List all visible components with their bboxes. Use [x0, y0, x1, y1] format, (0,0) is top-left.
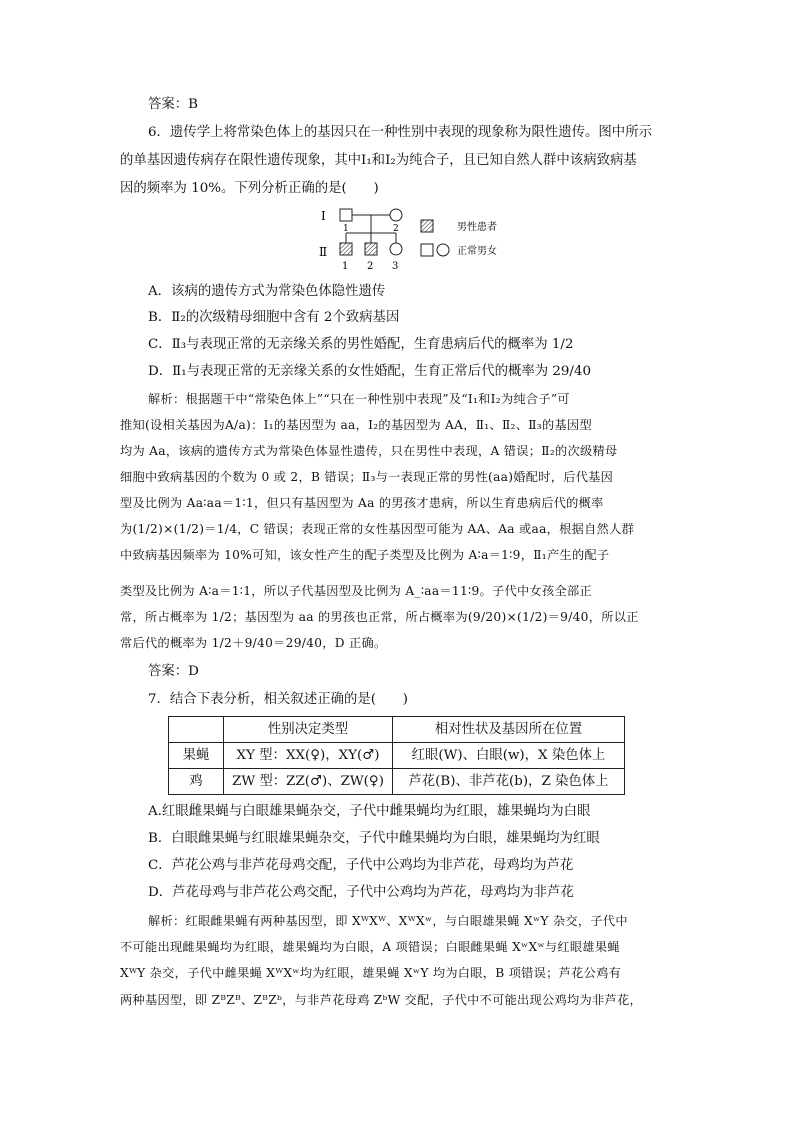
table-cell: 果蝇: [169, 743, 224, 769]
gen2-affected-male-2: [365, 243, 377, 255]
q6-explanation-line-10: 常后代的概率为 1/2＋9/40＝29/40，D 正确。: [120, 636, 387, 650]
q6-explanation-line-2: 推知(设相关基因为A/a)：Ⅰ₁的基因型为 aa，Ⅰ₂的基因型为 AA，Ⅱ₁、Ⅱ₂、Ⅱ₃的基因型: [120, 418, 592, 432]
q6-option-d: D．Ⅱ₁与表现正常的无亲缘关系的女性婚配，生育正常后代的概率为 29/40: [148, 364, 591, 379]
q7-explanation-line-1: 解析：红眼雌果蝇有两种基因型，即 XᵂXᵂ、XᵂXʷ，与白眼雄果蝇 XʷY 杂交，子代中: [148, 914, 628, 928]
table-cell: XY 型：XX(♀)，XY(♂): [224, 743, 393, 769]
q6-explanation-line-7: 中致病基因频率为 10%可知，该女性产生的配子类型及比例为 A∶a＝1∶9，Ⅱ₁产生的配子: [120, 548, 610, 562]
gen2-affected-male-1: [340, 243, 352, 255]
q7-stem: 7．结合下表分析，相关叙述正确的是( ): [148, 692, 408, 707]
q6-stem-line-2: 的单基因遗传病存在限性遗传现象，其中Ⅰ₁和Ⅰ₂为纯合子，且已知自然人群中该病致病基: [120, 153, 637, 168]
q6-option-c: C．Ⅱ₃与表现正常的无亲缘关系的男性婚配，生育患病后代的概率为 1/2: [148, 337, 574, 352]
q6-explanation-line-6: 为(1/2)×(1/2)＝1/4，C 错误；表现正常的女性基因型可能为 AA、Aa 或aa，根据自然人群: [120, 522, 635, 536]
q7-option-c: C．芦花公鸡与非芦花母鸡交配，子代中公鸡均为非芦花，母鸡均为芦花: [148, 858, 574, 873]
gen2-female-3: [390, 243, 402, 255]
q6-explanation-line-9: 常，所占概率为 1/2；基因型为 aa 的男孩也正常，所占概率为(9/20)×(1/2)＝9/40，所以正: [120, 610, 639, 624]
table-row: [169, 769, 625, 795]
table-cell: 红眼(W)、白眼(w)，X 染色体上: [393, 743, 625, 769]
q6-explanation-line-1: 解析：根据题干中“常染色体上”“只在一种性别中表现”及“Ⅰ₁和Ⅰ₂为纯合子”可: [148, 392, 570, 406]
q6-stem-line-3: 因的频率为 10%。下列分析正确的是( ): [120, 181, 379, 196]
legend-normal-male-symbol: [421, 244, 433, 256]
gen-1-label: Ⅰ: [321, 209, 326, 223]
table-row: [169, 743, 625, 769]
legend-normal-female-symbol: [437, 244, 449, 256]
q7-table: [168, 716, 625, 795]
q6-option-a: A．该病的遗传方式为常染色体隐性遗传: [148, 284, 386, 299]
q6-explanation-line-4: 细胞中致病基因的个数为 0 或 2，B 错误；Ⅱ₃与一表现正常的男性(aa)婚配时，后代基因: [120, 470, 614, 484]
table-cell: 鸡: [169, 769, 224, 795]
gen1-male-1: [340, 209, 352, 221]
q7-option-a: A.红眼雌果蝇与白眼雄果蝇杂交，子代中雌果蝇均为红眼，雄果蝇均为白眼: [148, 804, 591, 819]
gen2-number-3: 3: [392, 261, 399, 272]
previous-answer: 答案：B: [148, 97, 199, 112]
table-cell: ZW 型：ZZ(♂)、ZW(♀): [224, 769, 393, 795]
q6-stem-line-1: 6．遗传学上将常染色体上的基因只在一种性别中表现的现象称为限性遗传。图中所示: [148, 125, 652, 140]
table-header-row: [169, 717, 625, 743]
q6-explanation-line-8: 类型及比例为 A∶a＝1∶1，所以子代基因型及比例为 A_∶aa＝11∶9。子代中女孩全部正: [120, 584, 592, 598]
table-header-cell: 性别决定类型: [224, 717, 393, 743]
q6-explanation-line-3: 均为 Aa，该病的遗传方式为常染色体显性遗传，只在男性中表现，A 错误；Ⅱ₂的次级精母: [120, 444, 618, 458]
gen1-number-1: 1: [343, 224, 349, 234]
table-cell: 芦花(B)、非芦花(b)，Z 染色体上: [393, 769, 625, 795]
q7-option-b: B．白眼雌果蝇与红眼雄果蝇杂交，子代中雌果蝇均为白眼，雄果蝇均为红眼: [148, 831, 600, 846]
q6-explanation-line-5: 型及比例为 Aa∶aa＝1∶1，但只有基因型为 Aa 的男孩才患病，所以生育患病后代的概率: [120, 496, 604, 510]
table-header-cell: 相对性状及基因所在位置: [393, 717, 625, 743]
pedigree-svg: [315, 206, 515, 276]
legend-affected-symbol: [421, 220, 433, 232]
q7-option-d: D．芦花母鸡与非芦花公鸡交配，子代中公鸡均为芦花，母鸡均为非芦花: [148, 885, 574, 900]
gen1-number-2: 2: [393, 224, 399, 234]
q6-option-b: B．Ⅱ₂的次级精母细胞中含有 2个致病基因: [148, 310, 400, 325]
q7-explanation-line-2: 不可能出现雌果蝇均为红眼，雄果蝇均为白眼，A 项错误；白眼雌果蝇 XʷXʷ与红眼雄果蝇: [120, 940, 620, 954]
legend-normal-label: 正常男女: [457, 246, 497, 257]
q7-explanation-line-4: 两种基因型，即 ZᴮZᴮ、ZᴮZᵇ，与非芦花母鸡 ZᵇW 交配，子代中不可能出现公鸡均为非芦花，: [120, 993, 642, 1007]
q6-answer: 答案：D: [148, 664, 199, 679]
gen2-number-2: 2: [367, 261, 374, 272]
q7-explanation-line-3: XᵂY 杂交，子代中雌果蝇 XᵂXʷ均为红眼，雄果蝇 XʷY 均为白眼，B 项错误；芦花公鸡有: [120, 966, 622, 980]
gen1-female-2: [390, 209, 402, 221]
gen2-number-1: 1: [342, 261, 349, 272]
table-header-cell: [169, 717, 224, 743]
pedigree-diagram: [315, 206, 515, 280]
gen-2-label: Ⅱ: [319, 245, 328, 259]
legend-affected-label: 男性患者: [457, 222, 497, 233]
